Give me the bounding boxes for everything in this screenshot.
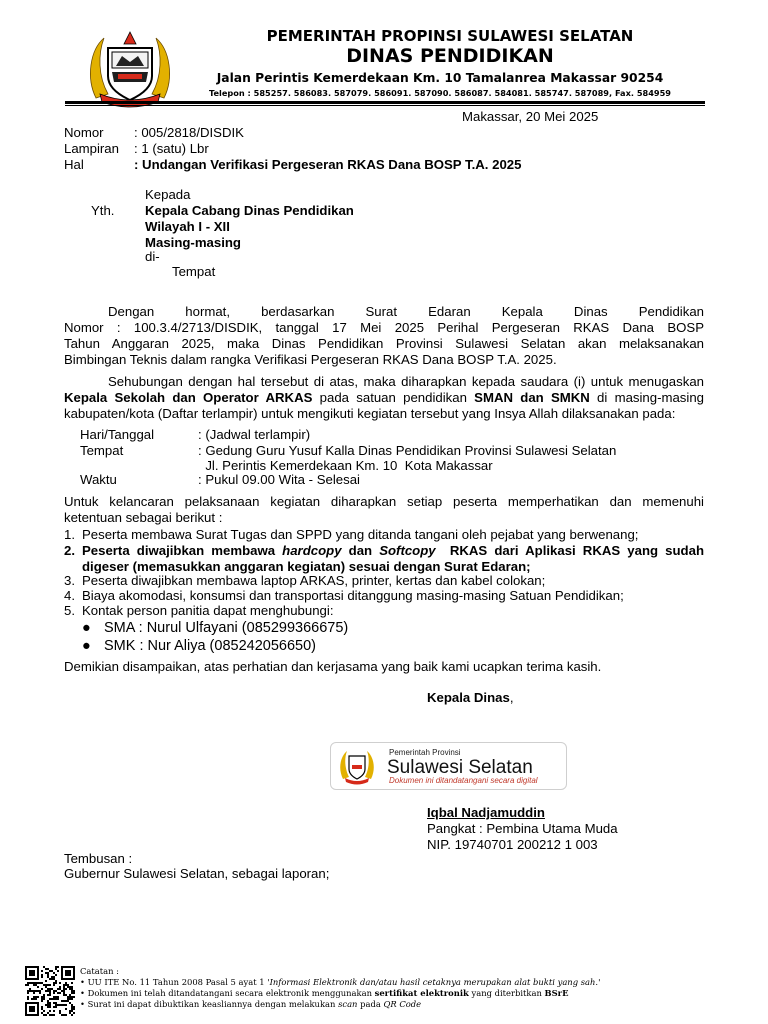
contact-text: SMK : Nur Aliya (085242056650) xyxy=(104,638,316,654)
list-text-italic: Softcopy xyxy=(379,543,436,558)
notes-heading: Catatan : xyxy=(80,966,119,976)
paragraph-line: ketentuan sebagai berikut : xyxy=(64,510,223,525)
recipient-tempat: Tempat xyxy=(172,264,216,279)
schedule-label-date: Hari/Tanggal xyxy=(80,427,155,442)
schedule-value-place: : Gedung Guru Yusuf Kalla Dinas Pendidikan Provinsi Sulawesi Selatan xyxy=(198,443,617,458)
signature-title xyxy=(427,690,514,706)
note-text: • UU ITE No. 11 Tahun 2008 Pasal 5 ayat 1 ' xyxy=(80,977,270,987)
list-text: Kontak person panitia dapat menghubungi: xyxy=(82,603,334,618)
emblem-icon xyxy=(337,747,377,785)
list-item-4 xyxy=(64,588,704,604)
note-text: • Surat ini dapat dibuktikan keasliannya dengan melakukan xyxy=(80,999,339,1009)
list-number: 2. xyxy=(64,543,75,558)
paragraph-line: Untuk kelancaran pelaksanaan kegiatan diharapkan setiap peserta memperhatikan dan memenuhi xyxy=(64,494,704,509)
bullet-icon: ● xyxy=(82,638,91,654)
body-paragraph-2 xyxy=(64,374,704,422)
signer-rank: Pangkat : Pembina Utama Muda xyxy=(427,821,618,836)
list-number: 4. xyxy=(64,588,75,603)
paragraph-line: Sehubungan dengan hal tersebut di atas, maka diharapkan kepada saudara (i) untuk menugaskan xyxy=(108,374,704,389)
stamp-line-3: Dokumen ini ditandatangani secara digital xyxy=(389,776,538,785)
note-3 xyxy=(80,999,421,1010)
list-text: Peserta diwajibkan membawa xyxy=(82,543,283,558)
paragraph-line-mixed xyxy=(64,390,704,406)
list-number: 1. xyxy=(64,527,75,542)
note-text-bold: BSrE xyxy=(544,988,569,998)
paragraph-line: Tahun Anggaran 2025, maka Dinas Pendidikan Provinsi Sulawesi Selatan akan melaksanakan xyxy=(64,336,704,351)
letterhead-agency: DINAS PENDIDIKAN xyxy=(346,45,554,67)
list-text: dan xyxy=(341,543,380,558)
contact-sma xyxy=(82,619,348,637)
schedule-label-place: Tempat xyxy=(80,443,124,458)
list-number: 5. xyxy=(64,603,75,618)
paragraph-line: Nomor : 100.3.4/2713/DISDIK, tanggal 17 Mei 2025 Perihal Pergeseran RKAS Dana BOSP xyxy=(64,320,704,335)
cc-heading: Tembusan : xyxy=(64,851,133,866)
schedule-value-time: : Pukul 09.00 Wita - Selesai xyxy=(198,472,360,487)
stamp-line-1: Pemerintah Provinsi xyxy=(389,748,461,757)
letterhead-rule-thick xyxy=(65,101,705,104)
paragraph-line: Bimbingan Teknis dalam rangka Verifikasi Pergeseran RKAS Dana BOSP T.A. 2025. xyxy=(64,352,557,367)
stamp-line-2: Sulawesi Selatan xyxy=(387,757,533,778)
list-number: 3. xyxy=(64,573,75,588)
recipient-di: di- xyxy=(145,249,160,264)
schedule-label-time: Waktu xyxy=(80,472,117,487)
recipient-name-2: Wilayah I - XII xyxy=(145,219,230,234)
provincial-logo xyxy=(82,28,178,108)
recipient-yth: Yth. xyxy=(91,203,115,218)
recipient-kepada: Kepada xyxy=(145,187,191,202)
letterhead-phone: Telepon : 585257. 586083. 587079. 586091. 587090. 586087. 584081. 585747. 587089, Fax. 584959 xyxy=(208,88,672,98)
signature-title-comma: , xyxy=(509,690,514,705)
list-text: Peserta membawa Surat Tugas dan SPPD yang ditanda tangani oleh pejabat yang berwenang; xyxy=(82,527,639,542)
paragraph-line: kabupaten/kota (Daftar terlampir) untuk mengikuti kegiatan tersebut yang Insya Allah dilaksanakan pada: xyxy=(64,406,676,421)
schedule-value-date: : (Jadwal terlampir) xyxy=(198,427,311,442)
closing-sentence: Demikian disampaikan, atas perhatian dan kerjasama yang baik kami ucapkan terima kasih. xyxy=(64,659,602,674)
note-text: yang diterbitkan xyxy=(468,988,545,998)
digital-signature-stamp xyxy=(330,742,567,790)
meta-value-lampiran: : 1 (satu) Lbr xyxy=(134,141,209,156)
list-item-1 xyxy=(64,527,704,543)
list-item-3 xyxy=(64,573,704,589)
note-text: ' xyxy=(598,977,601,987)
note-text-italic: Informasi Elektronik dan/atau hasil cetaknya merupakan alat bukti yang sah. xyxy=(269,977,599,987)
bullet-icon: ● xyxy=(82,620,91,636)
paragraph-text: di masing-masing xyxy=(589,390,704,405)
list-text: digeser (memasukkan anggaran kegiatan) sesuai dengan Surat Edaran; xyxy=(82,559,531,574)
letterhead-government: PEMERINTAH PROPINSI SULAWESI SELATAN xyxy=(266,27,634,45)
list-text: RKAS dari Aplikasi RKAS yang sudah xyxy=(435,543,704,558)
note-2 xyxy=(80,988,568,999)
list-item-5 xyxy=(64,603,704,619)
letterhead-address: Jalan Perintis Kemerdekaan Km. 10 Tamalanrea Makassar 90254 xyxy=(216,71,664,85)
body-paragraph-1 xyxy=(64,304,704,368)
list-item-2 xyxy=(64,543,704,575)
paragraph-text: pada satuan pendidikan xyxy=(312,390,475,405)
place-date: Makassar, 20 Mei 2025 xyxy=(462,109,599,124)
meta-value-nomor: : 005/2818/DISDIK xyxy=(134,125,244,140)
note-text-italic: QR Code xyxy=(383,999,422,1009)
schedule-value-address: Jl. Perintis Kemerdekaan Km. 10 Kota Makassar xyxy=(198,458,493,473)
meta-label-nomor: Nomor xyxy=(64,125,104,140)
recipient-name-1: Kepala Cabang Dinas Pendidikan xyxy=(145,203,354,218)
bold-text: Kepala Sekolah dan Operator ARKAS xyxy=(64,390,313,405)
recipient-name-3: Masing-masing xyxy=(145,235,241,250)
meta-label-hal: Hal xyxy=(64,157,84,172)
note-text-italic: scan xyxy=(338,999,358,1009)
meta-label-lampiran: Lampiran xyxy=(64,141,119,156)
note-1 xyxy=(80,977,600,988)
list-text-italic: hardcopy xyxy=(282,543,342,558)
note-text: • Dokumen ini telah ditandatangani secara elektronik menggunakan xyxy=(80,988,375,998)
list-text: Peserta diwajibkan membawa laptop ARKAS, printer, kertas dan kabel colokan; xyxy=(82,573,546,588)
note-text-bold: sertifikat elektronik xyxy=(374,988,469,998)
meta-value-hal: : Undangan Verifikasi Pergeseran RKAS Dana BOSP T.A. 2025 xyxy=(134,157,522,172)
signature-title-text: Kepala Dinas xyxy=(427,690,510,705)
qr-code-icon xyxy=(25,966,75,1016)
list-text: Biaya akomodasi, konsumsi dan transportasi ditanggung masing-masing Satuan Pendidikan; xyxy=(82,588,624,603)
signer-name: Iqbal Nadjamuddin xyxy=(427,805,545,820)
paragraph-line: Dengan hormat, berdasarkan Surat Edaran Kepala Dinas Pendidikan xyxy=(108,304,704,319)
letterhead-rule-thin xyxy=(65,105,705,106)
body-paragraph-3 xyxy=(64,494,704,526)
signer-nip: NIP. 19740701 200212 1 003 xyxy=(427,837,598,852)
cc-line: Gubernur Sulawesi Selatan, sebagai laporan; xyxy=(64,866,330,881)
bold-text: SMAN dan SMKN xyxy=(474,390,590,405)
contact-text: SMA : Nurul Ulfayani (085299366675) xyxy=(104,620,349,636)
contact-smk xyxy=(82,637,316,655)
note-text: pada xyxy=(357,999,384,1009)
